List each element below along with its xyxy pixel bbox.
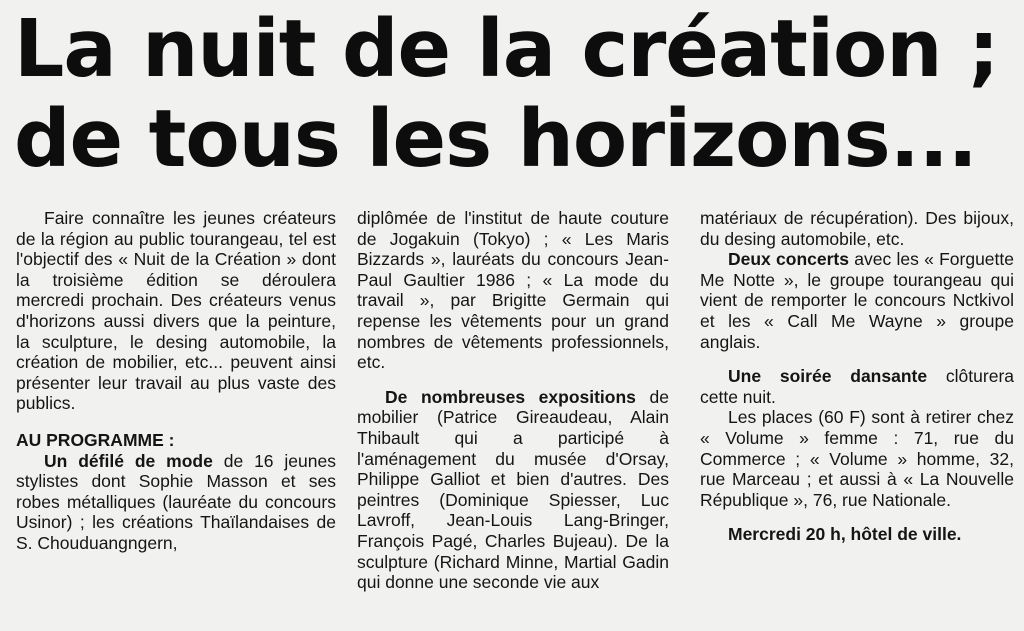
closing-line: Mercredi 20 h, hôtel de ville.	[728, 524, 962, 545]
program-heading: AU PROGRAMME :	[16, 429, 175, 450]
dance-party-paragraph	[700, 366, 1014, 407]
headline-line-1: La nuit de la création ;	[14, 3, 999, 95]
fashion-show-text: de 16 jeunes stylistes dont Sophie Masson et ses robes métalliques (lauréate du concours Usinor) ; les créations Thaïlandaises de S. Chouduangngern,	[16, 450, 336, 553]
article-column-3	[700, 208, 1014, 545]
fashion-continuation-paragraph: diplômée de l'institut de haute couture de Jogakuin (Tokyo) ; « Les Maris Bizzards », lauréats du concours Jean-Paul Gaultier 1986 ; « La mode du travail », par Brigitte Germain qui repense les vêtements pour un grand nombres de vêtements professionnels, etc.	[357, 208, 669, 373]
exhibitions-lead: De nombreuses expositions	[385, 386, 636, 407]
concerts-paragraph	[700, 249, 1014, 352]
headline-line-2: de tous les horizons...	[14, 93, 977, 185]
article-column-2	[357, 208, 669, 593]
fashion-show-paragraph	[16, 451, 336, 554]
exhibitions-text: de mobilier (Patrice Gireaudeau, Alain Thibault qui a participé à l'aménagement du musée d'Orsay, Philippe Galliot et bien d'autres. Des peintres (Dominique Spiesser, Luc Lavroff, Jean-Louis Lang-Bringer, François Pagé, Charles Bujeau). De la sculpture (Richard Minne, Martial Gadin qui donne une seconde vie aux	[357, 386, 670, 593]
headline	[14, 4, 1014, 184]
tickets-paragraph: Les places (60 F) sont à retirer chez « Volume » femme : 71, rue du Commerce ; « Volume » homme, 32, rue Marceau ; et aussi à « La Nouvelle République », 76, rue Nationale.	[700, 407, 1014, 510]
exhibitions-paragraph	[357, 387, 669, 593]
article-column-1	[16, 208, 336, 554]
exhibitions-continuation-paragraph: matériaux de récupération). Des bijoux, du desing automobile, etc.	[700, 208, 1014, 249]
dance-party-lead: Une soirée dansante	[728, 366, 928, 387]
intro-paragraph: Faire connaître les jeunes créateurs de la région au public tourangeau, tel est l'objectif des « Nuit de la Création » dont la troisième édition se déroulera mercredi prochain. Des créateurs venus d'horizons aussi divers que la peinture, la sculpture, le desing automobile, la création de mobilier, etc... peuvent ainsi présenter leur travail au plus vaste des publics.	[16, 208, 336, 414]
dance-party-text: clôturera cette nuit.	[700, 366, 1015, 407]
concerts-text: avec les « Forguette Me Notte », le groupe tourangeau qui vient de remporter le concours Nctkivol et les « Call Me Wayne » groupe anglais.	[700, 249, 1014, 352]
concerts-lead: Deux concerts	[728, 249, 849, 270]
fashion-show-lead: Un défilé de mode	[44, 450, 213, 471]
